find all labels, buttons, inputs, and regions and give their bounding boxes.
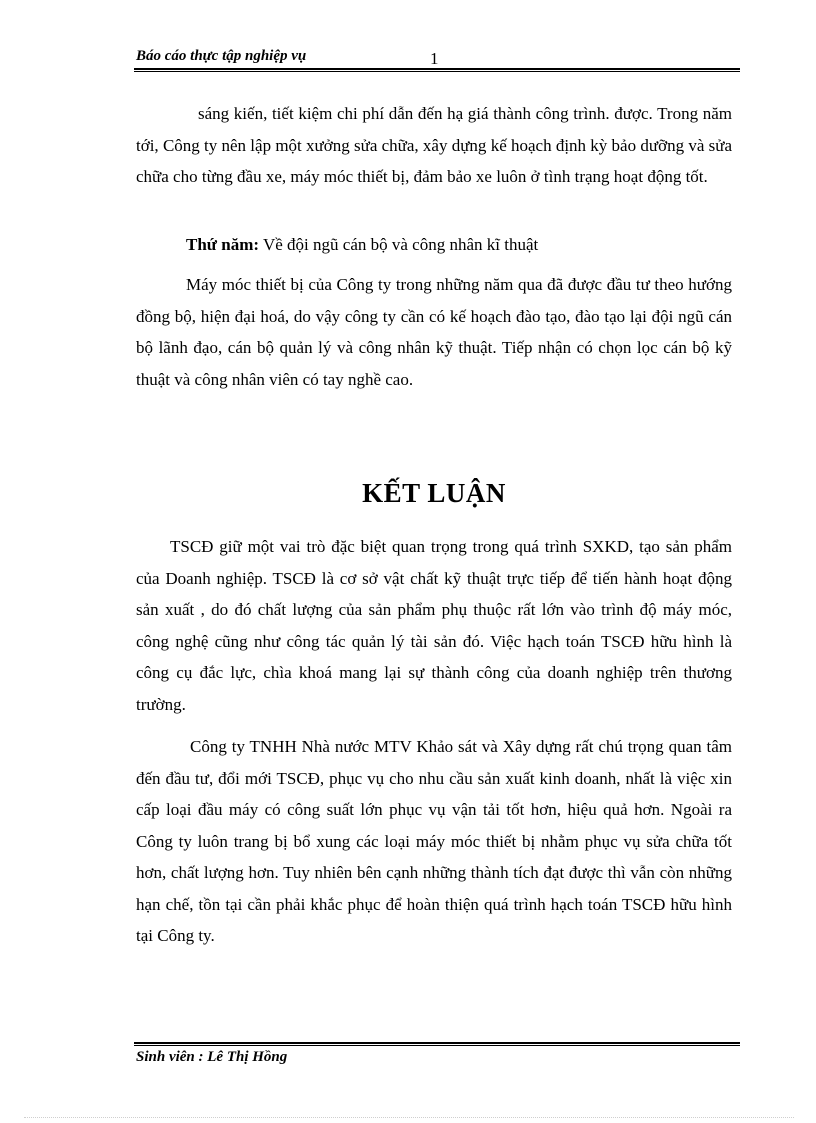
page-number: 1 xyxy=(430,49,439,68)
paragraph-conclusion-2: Công ty TNHH Nhà nước MTV Khảo sát và Xây dựng rất chú trọng quan tâm đến đầu tư, đổi mới TSCĐ, phục vụ cho nhu cầu sản xuất kinh doanh, nhất là việc xin cấp loại đầu máy có công suất lớn phục vụ vận tải tốt hơn, hiệu quả hơn. Ngoài ra Công ty luôn trang bị bổ xung các loại máy móc thiết bị nhằm phục vụ sửa chữa tốt hơn, chất lượng hơn. Tuy nhiên bên cạnh những thành tích đạt được thì vẫn còn những hạn chế, tồn tại cần phải khắc phục để hoàn thiện quá trình hạch toán TSCĐ hữu hình tại Công ty. xyxy=(136,737,732,945)
page-bottom-edge xyxy=(24,1117,794,1118)
conclusion-heading: KẾT LUẬN xyxy=(362,478,506,508)
fifth-label: Thứ năm: xyxy=(186,235,260,254)
page-header xyxy=(134,48,740,70)
page-footer: Sinh viên : Lê Thị Hồng xyxy=(136,1049,288,1065)
paragraph-recommendation-5: Máy móc thiết bị của Công ty trong những năm qua đã được đầu tư theo hướng đồng bộ, hiện đại hoá, do vậy công ty cần có kế hoạch đào tạo, đào tạo lại đội ngũ cán bộ lãnh đạo, cán bộ quản lý và công nhân kỹ thuật. Tiếp nhận có chọn lọc cán bộ kỹ thuật và công nhân viên có tay nghề cao. xyxy=(136,275,732,389)
paragraph-recommendation-4: sáng kiến, tiết kiệm chi phí dẫn đến hạ giá thành công trình. được. Trong năm tới, Công ty nên lập một xưởng sửa chữa, xây dựng kế hoạch định kỳ bảo dưỡng và sửa chữa cho từng đầu xe, máy móc thiết bị, đảm bảo xe luôn ở tình trạng hoạt động tốt. xyxy=(136,104,732,186)
paragraph-fifth-heading xyxy=(136,229,732,261)
header-rule xyxy=(134,68,740,72)
header-title: Báo cáo thực tập nghiệp vụ xyxy=(136,48,307,64)
paragraph-conclusion-1: TSCĐ giữ một vai trò đặc biệt quan trọng trong quá trình SXKD, tạo sản phẩm của Doanh nghiệp. TSCĐ là cơ sở vật chất kỹ thuật trực tiếp để tiến hành hoạt động sản xuất , do đó chất lượng của sản phẩm phụ thuộc rất lớn vào trình độ máy móc, công nghệ cũng như công tác quản lý tài sản đó. Việc hạch toán TSCĐ hữu hình là công cụ đắc lực, chìa khoá mang lại sự thành công của doanh nghiệp trên thương trường. xyxy=(136,537,732,714)
footer-rule xyxy=(134,1042,740,1046)
fifth-topic: Về đội ngũ cán bộ và công nhân kĩ thuật xyxy=(259,235,539,254)
